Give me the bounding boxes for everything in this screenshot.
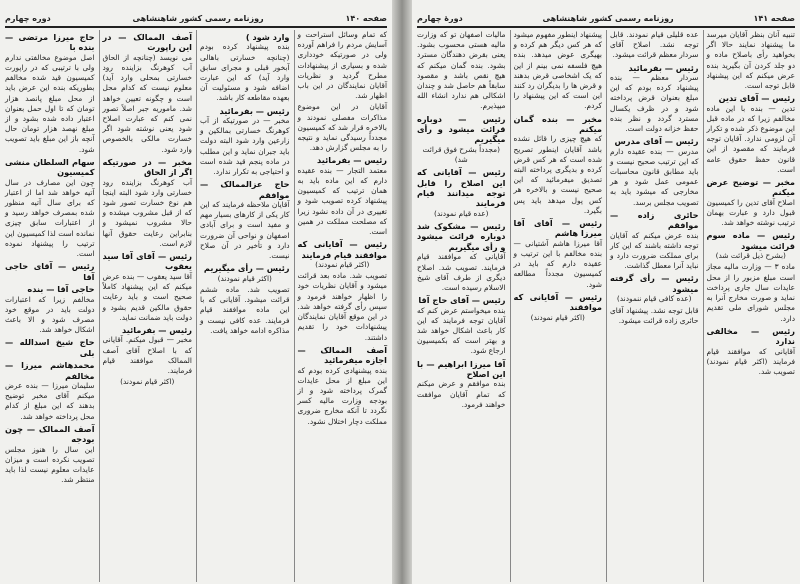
speaker-heading: حائری زاده — موافقم [610, 209, 699, 231]
period-label: دوره چهارم [5, 13, 51, 23]
text-column [703, 30, 796, 582]
speaker-heading: رئیس — بفرمائید [628, 62, 699, 73]
speaker-heading: رئیس — بفرمائید [219, 105, 290, 116]
paragraph: اصلاح آقای تدین را کمیسیون قبول دارد و عبارت بهمان ترتیب نوشته خواهد شد. [706, 197, 795, 228]
paragraph: بنده موافقم و عرض میکنم که تمام آقایان موافقت خواهند فرمود. [417, 379, 506, 409]
page-number: صفحه ۱۴۰ [345, 13, 387, 23]
speaker-heading: حاج شیخ اسدالله — بلی [5, 337, 95, 358]
text-columns [5, 30, 387, 582]
paragraph: مخالفم زیرا که اعتبارات دولت باید در موقع خود مصرف شود و الا باعث اشکال خواهد شد. [5, 294, 95, 335]
speaker-heading: رئیس — مشکوک شد دوباره قرائت میشود و رأی میگیریم [417, 221, 506, 252]
paragraph: آقایان ملاحظه فرمایند که این کار یکی از کارهای بسیار مهم و مفید است و برای آبادی اصفهان و نواحی آن ضرورت دارد و تأخیر در آن صلاح نیست. [200, 200, 290, 261]
speaker-heading: محمدهاشم میرزا — مخالفم [5, 360, 95, 381]
paragraph: آقا میرزا هاشم آشتیانی — بنده مخالفم با این ترتیب و عقیده دارم که باید در کمیسیون مجدداً مطالعه شود. [513, 238, 602, 289]
speaker-heading: وارد شود ) [245, 32, 290, 42]
text-column [5, 30, 95, 582]
speaker-heading: رئیس — آقایانی که این اصلاح را قابل توجه میدانند قیام فرمایند [417, 167, 506, 209]
speaker-heading: رئیس — مخالفی ندارد [706, 325, 795, 347]
text-column [510, 30, 603, 582]
paragraph: سلیمان میرزا — بنده عرض میکنم آقای مخبر توضیح بدهند که این مبلغ از کدام محل پرداخته خواهد شد. [5, 380, 95, 421]
text-column [294, 30, 388, 582]
paragraph: آقایانی که موافقند قیام فرمایند (اکثر قیام نمودند) تصویب شد. [706, 346, 795, 376]
vote-note: (بشرح ذیل قرائت شد) [715, 251, 786, 261]
speaker-heading: آقا میرزا ابراهیم — با این اصلاح [417, 358, 506, 379]
speaker-heading: رئیس — آقایانی که موافقند [513, 291, 602, 313]
paragraph: بنده پیشنهادی کرده بودم که این مبلغ از محل عایدات گمرک پرداخته شود و از بودجه وزارت مالیه کسر نگردد تا آنکه مخارج ضروری مملکت دچار اختلال نشود. [297, 365, 387, 426]
text-column [196, 30, 290, 582]
speaker-heading: رئیس — رأی گرفته میشود [610, 273, 699, 294]
vote-note: (اکثر قیام نمودند) [120, 377, 175, 387]
page-header [417, 10, 795, 28]
speaker-heading: رئیس — آقای تدین [718, 93, 795, 104]
paragraph: این سال را هنوز مجلس تصویب نکرده است و میزان عایدات معلوم نیست لذا باید منتظر شد. [5, 444, 95, 485]
paragraph: مدرس — بنده عقیده دارم که این ترتیب صحیح نیست و باید مطابق قانون محاسبات عمومی عمل شود و هر مخارجی که میشود باید به تصویب مجلس برسد. [610, 146, 699, 207]
text-column [606, 30, 699, 582]
paragraph: مالیات اصفهان تو که وزارت مالیه هستی محسوب بشود. یعنی بقرض دهندگان مسترد بشود. بنده گمان میکنم که هیچ نقص باشد و مقصود سابقاً هم حاصل شد و چندان اشکالی هم ندارد انشاء الله میپذیرم. [417, 30, 506, 111]
vote-note: (عده کافی قیام ننمودند) [616, 294, 692, 304]
right-page [412, 0, 800, 584]
speaker-heading: رئیس — آقای حاجی آقا [5, 261, 95, 282]
paragraph: بنده عرض میکنم که آقایان توجه داشته باشند که این کار برای مملکت ضرورت دارد و نباید آنرا معطل گذاشت. [610, 230, 699, 271]
paragraph: آقا سید یعقوب — بنده عرض میکنم که این پیشنهاد کاملاً صحیح است و باید رعایت حقوق مالکین قدیم بشود و دولت باید ضمانت نماید. [102, 271, 192, 322]
vote-note: (اکثر قیام نمودند) [217, 273, 272, 283]
text-column [417, 30, 506, 582]
speaker-heading: رئیس — آقایانی که موافقند قیام فرمایند [297, 239, 387, 260]
page-gutter-shadow [392, 0, 412, 584]
speaker-heading: رئیس — دوباره قرائت میشود و رأی میگیریم [417, 113, 506, 145]
paragraph: تصویب شد. ماده بعد قرائت میشود و آقایان نظریات خود را اظهار خواهند فرمود و سپس رأی گرفته خواهد شد. در این موقع آقایان نمایندگان پیشنهادات خود را تقدیم داشتند. [297, 271, 387, 342]
speaker-heading: سهام السلطان منشی کمیسیون [5, 156, 95, 178]
speaker-heading: آصف الممالک — چون بودجه [5, 423, 95, 445]
paragraph: چون این مصارف در سال آتیه خواهد شد اما از اعتبار که برای سال آتیه منظور شده بمصرف خواهد رسید و از اعتبارات سابق چیزی نمانده است لذا کمیسیون این ترتیب را پیشنهاد نموده است. [5, 177, 95, 259]
paragraph: معتمد التجار — بنده عقیده دارم که این ماده باید به همان ترتیب که کمیسیون پیشنهاد کرده تصویب شود و تغییری در آن داده نشود زیرا که مصلحت مملکت در همین است. [297, 165, 387, 237]
text-column [99, 30, 193, 582]
paragraph: تصویب شد. ماده ششم قرائت میشود. آقایانی که با این ماده موافقند قیام فرمایند. عده کافی نیست و مذاکره ادامه خواهد یافت. [200, 284, 290, 335]
vote-note: (اکثر قیام نمودند) [315, 260, 370, 270]
paragraph: که تمام وسائل استراحت و آسایش مردم را فراهم آورده ولی در صورتیکه خودداری شده و بسیاری از پیشنهادات مطرح گردید و نظریات آقایان نمایندگان در این باب اظهار شد. [297, 30, 387, 101]
paragraph: آقایانی که موافقند قیام فرمایند. تصویب شد. اصلاح دیگری از طرف آقای شیخ الاسلام رسیده است. [417, 252, 506, 292]
paragraph: مخبر — قبول میکنم. آقایانی که با اصلاح آقای آصف الممالک موافقند قیام فرمایند. [102, 335, 192, 375]
speaker-heading: رئیس — آقای آقا سید یعقوب [102, 251, 192, 272]
paragraph: پیشنهاد اینطور مفهوم میشود که هر کس دیگر هم کرده و بهیگری عوض میدهد. بنده هیچ فلسفه نمی بینم از این که یک اشخاصی قرض بدهند و قرض ها را بدیگران رد کنند این است که این پیشنهاد را کردم. [513, 30, 602, 111]
speaker-heading: رئیس — بفرمائید [122, 324, 192, 335]
speaker-heading: حاج میرزا مرتضی — بنده با [5, 32, 95, 53]
speaker-heading: رئیس — بفرمائید [317, 155, 387, 166]
paragraph: آب کوهرنگ بزاینده رود خسارتی وارد شود البته اینجا هم نوع خسارت تصور شود که از قبل مشروب میشده و حالا مشروب نمیشود و بنابراین رعایت حقوق آنها لازم است. [102, 177, 192, 248]
paragraph: بنده پیشنهاد کرده بودم (چنانچه خسارتی باهالی آبخور قبلی و مجرای سابق وارد آید) که این عبارت اضافه شود و مسئولیت آن بعهده مقاطعه کار باشد. [200, 42, 290, 103]
paragraph: قابل توجه نشد. پیشنهاد آقای حائری زاده قرائت میشود. [610, 305, 699, 325]
paragraph: سردار معظم — بنده پیشنهاد کرده بودم که این مبلغ بعنوان قرض پرداخته شود و در ظرف یکسال مسترد گردد و نظر بنده حفظ خزانه دولت است. [610, 73, 699, 134]
vote-note: (اکثر قیام نمودند) [530, 312, 585, 322]
speaker-heading: رئیس — آقای مدرس [614, 136, 699, 147]
page-header [5, 10, 387, 28]
speaker-heading: رئیس — آقای حاج آقا [418, 295, 506, 306]
paragraph: که هیچ چیزی را قائل نشده باشد آقایان اینطور تصریح شده است که هر کس قرض کرده و بدیگری پرداخته البته تصدیق میفرمائید که این صحیح نیست و بالاخره هر کس پول میدهد باید پس بگیرد. [513, 134, 602, 215]
paragraph: بنده میخواستم عرض کنم که آقایان توجه فرمایند که این کار باعث اشکال خواهد شد و بهتر است که بکمیسیون ارجاع شود. [417, 305, 506, 356]
speaker-heading: مخبر — بنده گمان میکنم [513, 113, 602, 135]
speaker-heading: رئیس — ماده سوم قرائت میشود [706, 230, 795, 251]
paragraph: تنبیه آنان بنظر آقایان میرسد ما پیشنهاد نمایند حالا اگر بخواهید رأی باصلاح ماده و دو جلد کردن آن بگیرید بنده عرض میکنم که این پیشنهاد قابل توجه است. [706, 30, 795, 91]
paragraph: مخبر — در صورتیکه از آب کوهرنگ خسارتی بمالکین و زارعین وارد شود البته دولت باید جبران نماید و این مطلب در ماده پنجم قید شده است و احتیاجی به تکرار ندارد. [200, 116, 290, 177]
speaker-heading: رئیس — رأی میگیریم [203, 263, 290, 274]
speaker-heading: رئیس — آقای آقا میرزا هاشم [513, 218, 602, 239]
period-label: دورهٔ چهارم [417, 13, 463, 23]
vote-note: (مجدداً بشرح فوق قرائت شد) [422, 144, 500, 165]
paragraph: می نویسد (چنانچه از الحاق آب کوهرنگ بزاینده رود خسارتی بمحلی وارد آید) معلوم نیست که کدام محل است و چگونه تعیین خواهد شد. ماموریه جبر اصلاً تصور نمی کنم که عبارت اصلاح شود یعنی نوشته شود اگر خسارت مالکی بالخصوص وارد شود. [102, 52, 192, 154]
newspaper-title: روزنامه رسمی کشور شاهنشاهی [132, 13, 264, 23]
speaker-heading: حاجی آقا — بنده [27, 284, 95, 295]
page-number: صفحه ۱۴۱ [753, 13, 795, 23]
speaker-heading: آصف الممالک — اجازه میفرمائید [297, 344, 387, 366]
speaker-heading: مخبر — توضیح عرض میکنم [706, 177, 795, 198]
vote-note: (عده قیام نمودند) [433, 208, 489, 218]
left-page [0, 0, 392, 584]
paragraph: ماده ۳ — وزارت مالیه مجاز است مبلغ مزبور را از محل عایدات سال جاری پرداخت نماید و صورت مخارج آنرا به مجلس شورای ملی تقدیم دارد. [706, 262, 795, 323]
paragraph: تدین — بنده با این ماده مخالفم زیرا که در ماده قبل این موضوع ذکر شده و تکرار آن لزومی ندارد. آقایان توجه فرمایند که مقصود از این قانون حفظ حقوق عامه است. [706, 103, 795, 174]
paragraph: اصل موضوع مخالفتی ندارم ولی با ترتیبی که در راپورت کمیسیون قید شده مخالفم بطوریکه بنده این عرض باید از محل مبلغ پانصد هزار تومان که تا اول حمل بعنوان اعتبار داده شده بشود و از مبلغ نهصد هزار تومان حال آنچه باز این مبلغ باید تصویب شود. [5, 52, 95, 154]
speaker-heading: حاج عزالممالک — موافقم [200, 179, 290, 200]
paragraph: عده قلیلی قیام نمودند. قابل توجه نشد. اصلاح آقای سردار معظم قرائت میشود. [610, 30, 699, 60]
newspaper-title: روزنامه رسمی کشور شاهنشاهی [542, 13, 674, 23]
paragraph: آقایان در این موضوع مذاکرات مفصلی نمودند و بالاخره قرار شد که کمیسیون مجدداً رسیدگی نماید و نتیجه را به مجلس گزارش دهد. [297, 102, 387, 153]
text-columns [417, 30, 795, 582]
speaker-heading: آصف الممالک — در این راپورت [102, 32, 192, 53]
speaker-heading: مخبر — در صورتیکه اگر از الحاق [102, 156, 192, 178]
